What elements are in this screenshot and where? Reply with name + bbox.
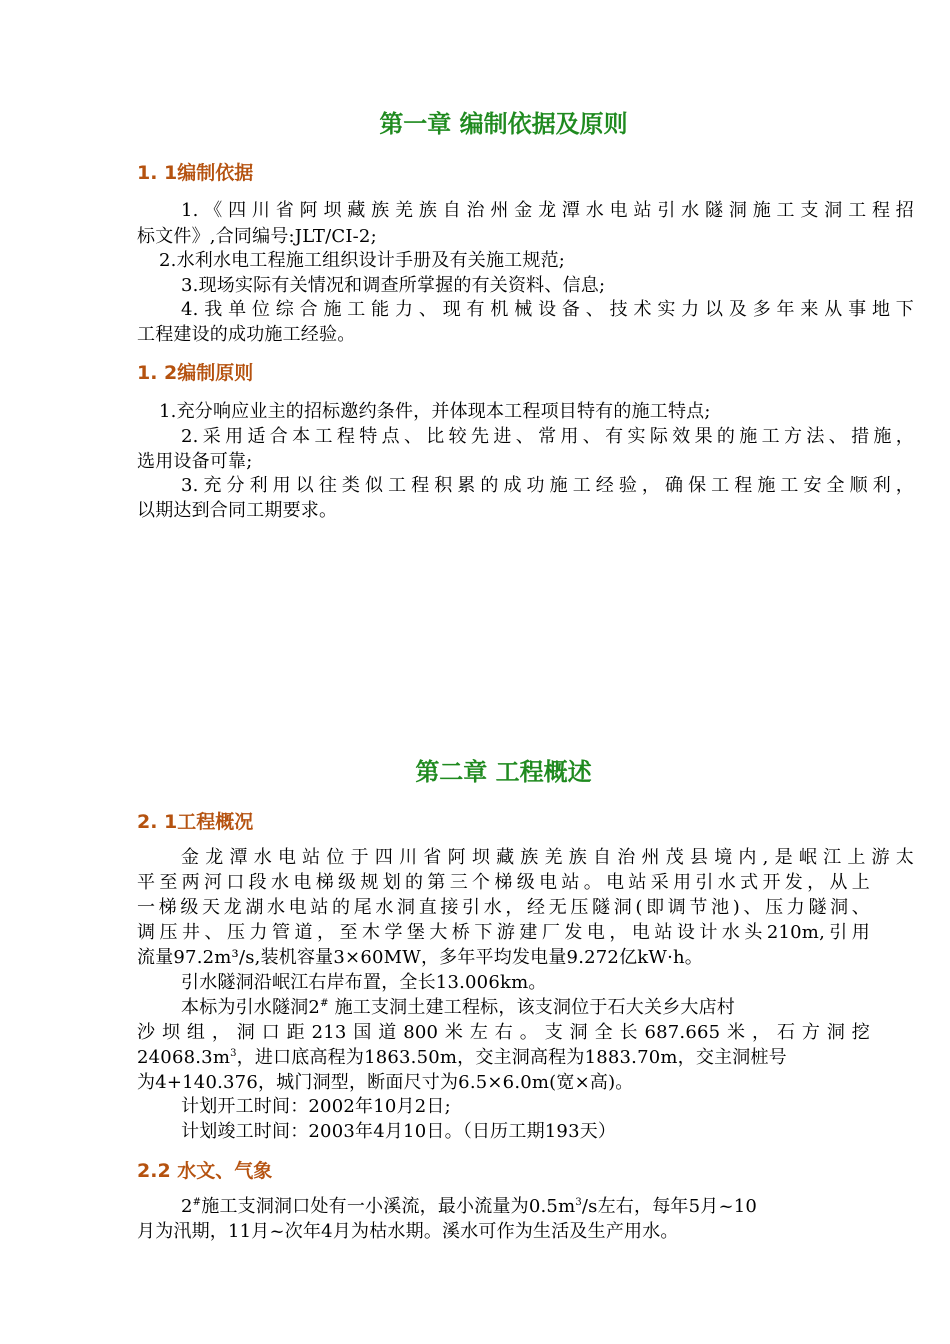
line-part: 施工支洞洞口处有一小溪流，最小流量为0.5m	[201, 1196, 576, 1217]
section-2-1-heading: 2. 1工程概况	[137, 811, 254, 833]
paragraph-line	[137, 1046, 870, 1070]
paragraph-line: 平至两河口段水电梯级规划的第三个梯级电站。电站采用引水式开发，从上	[137, 872, 870, 893]
paragraph-line: 为4+140.376，城门洞型，断面尺寸为6.5×6.0m(宽×高)。	[137, 1072, 634, 1093]
line-part: 2	[181, 1196, 193, 1217]
line-part: 施工支洞土建工程标，该支洞位于石大关乡大店村	[328, 997, 735, 1018]
paragraph-line: 3.现场实际有关情况和调查所掌握的有关资料、信息;	[181, 275, 606, 296]
line-part: ，进口底高程为1863.50m，交主洞高程为1883.70m，交主洞桩号	[236, 1047, 787, 1068]
paragraph-line: 工程建设的成功施工经验。	[137, 324, 356, 345]
paragraph-line: 3.充分利用以往类似工程积累的成功施工经验，确保工程施工安全顺利，	[181, 475, 914, 496]
paragraph-line: 月为汛期，11月~次年4月为枯水期。溪水可作为生活及生产用水。	[137, 1221, 679, 1242]
superscript: #	[192, 1197, 202, 1208]
superscript: 3	[575, 1197, 582, 1208]
line-part: 本标为引水隧洞2	[181, 997, 321, 1018]
paragraph-line: 1.充分响应业主的招标邀约条件，并体现本工程项目特有的施工特点;	[159, 401, 711, 422]
section-1-1-heading: 1. 1编制依据	[137, 162, 254, 184]
paragraph-line: 流量97.2m³/s,装机容量3×60MW，多年平均发电量9.272亿kW·h。	[137, 947, 704, 968]
superscript: #	[320, 998, 329, 1009]
paragraph-line: 2.采用适合本工程特点、比较先进、常用、有实际效果的施工方法、措施，	[181, 426, 914, 447]
paragraph-line: 标文件》,合同编号:JLT/CⅠ-2;	[137, 226, 377, 247]
paragraph-line: 沙坝组，洞口距213国道800米左右。支洞全长687.665米，石方洞挖	[137, 1022, 870, 1043]
paragraph-line	[137, 1195, 914, 1219]
paragraph-line: 4.我单位综合施工能力、现有机械设备、技术实力以及多年来从事地下	[181, 299, 914, 320]
paragraph-line: 以期达到合同工期要求。	[137, 500, 338, 521]
paragraph-line: 1.《四川省阿坝藏族羌族自治州金龙潭水电站引水隧洞施工支洞工程招	[181, 200, 914, 221]
paragraph-line: 选用设备可靠;	[137, 451, 253, 472]
line-part: 24068.3m	[137, 1047, 231, 1068]
paragraph-line	[137, 996, 914, 1020]
paragraph-line: 2.水利水电工程施工组织设计手册及有关施工规范;	[159, 250, 566, 271]
paragraph-line: 一梯级天龙湖水电站的尾水洞直接引水，经无压隧洞(即调节池)、压力隧洞、	[137, 897, 870, 918]
paragraph-line: 计划竣工时间：2003年4月10日。（日历工期193天）	[181, 1121, 617, 1142]
superscript: 3	[230, 1048, 237, 1059]
paragraph-line: 计划开工时间：2002年10月2日;	[181, 1096, 451, 1117]
section-1-2-heading: 1. 2编制原则	[137, 362, 254, 384]
paragraph-line: 金龙潭水电站位于四川省阿坝藏族羌族自治州茂县境内,是岷江上游太	[181, 847, 914, 868]
paragraph-line: 引水隧洞沿岷江右岸布置，全长13.006km。	[181, 972, 547, 993]
line-part: /s左右，每年5月~10	[581, 1196, 758, 1217]
section-2-2-heading: 2.2 水文、气象	[137, 1160, 273, 1182]
chapter-2-title: 第二章 工程概述	[415, 758, 592, 786]
chapter-1-title: 第一章 编制依据及原则	[379, 110, 628, 138]
paragraph-line: 调压井、压力管道，至木学堡大桥下游建厂发电，电站设计水头210m,引用	[137, 922, 870, 943]
